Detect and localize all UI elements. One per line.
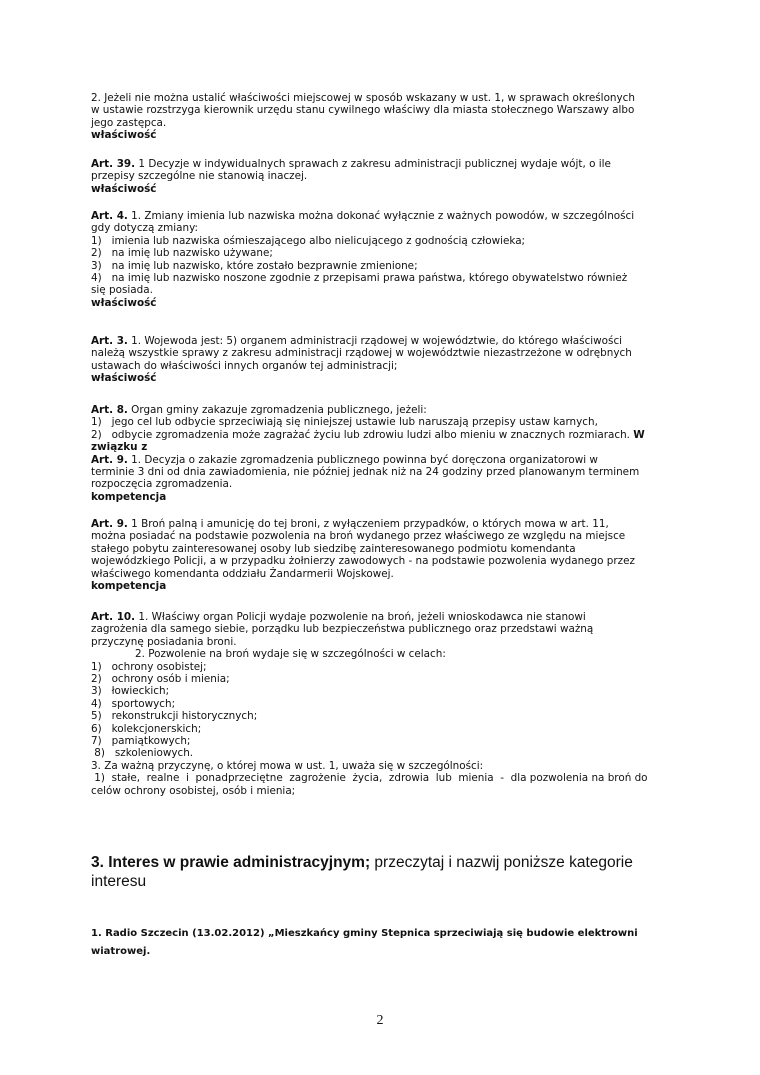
article-heading: Art. 3. [91, 335, 128, 347]
label-kompetencja: kompetencja [91, 580, 167, 593]
text-line: 2. Jeżeli nie można ustalić właściwości miejscowej w sposób wskazany w ust. 1, w sprawach określonych [91, 92, 635, 104]
heading-bold: 3. Interes w prawie administracyjnym; [91, 854, 371, 871]
list-item: 1) stałe, realne i ponadprzeciętne zagrożenie życia, zdrowia lub mienia - dla pozwolenia na broń do [91, 772, 648, 785]
text-line: celów ochrony osobistej, osób i mienia; [91, 784, 296, 797]
article-10 [91, 611, 670, 797]
text-line: się posiada. [91, 284, 153, 297]
section-heading [91, 853, 670, 891]
text-line: właściwego komendanta oddziału Żandarmerii Wojskowej. [91, 567, 394, 580]
text-line: rozpoczęcia zgromadzenia. [91, 478, 233, 491]
list-item: 1) ochrony osobistej; [91, 660, 207, 673]
list-item: 8) szkoleniowych. [91, 747, 194, 760]
article-heading: Art. 39. [91, 158, 136, 170]
article-heading: Art. 10. [91, 611, 136, 623]
list-item: 1) jego cel lub odbycie sprzeciwiają się niniejszej ustawie lub naruszają przepisy ustaw karnych, [91, 416, 598, 429]
article-heading: Art. 8. [91, 404, 128, 416]
list-item: 4) sportowych; [91, 697, 176, 710]
article-9-bron [91, 518, 670, 592]
text-line: gdy dotyczą zmiany: [91, 222, 198, 235]
list-item: 3) łowieckich; [91, 685, 170, 698]
article-3 [91, 335, 670, 385]
label-kompetencja: kompetencja [91, 490, 167, 503]
list-item: 2) ochrony osób i mienia; [91, 673, 230, 686]
label-wlasciwosc: właściwość [91, 182, 157, 195]
list-item: 6) kolekcjonerskich; [91, 722, 202, 735]
text-line: 1. Decyzja o zakazie zgromadzenia publicznego powinna być doręczona organizatorowi w [127, 453, 598, 466]
label-wlasciwosc: właściwość [91, 296, 157, 309]
list-item: 5) rekonstrukcji historycznych; [91, 710, 258, 723]
article-heading: Art. 9. [91, 453, 128, 466]
text-line: jego zastępca. [91, 116, 167, 129]
text-line: wiatrowej. [91, 946, 151, 957]
text-line: wojewódzkiego Policji, a w przypadku żołnierzy zawodowych - na podstawie pozwolenia wydanego przez [91, 555, 635, 568]
heading-normal: przeczytaj i nazwij poniższe kategorie [370, 854, 633, 871]
text-line: ustawach do właściwości innych organów tej administracji; [91, 359, 398, 372]
text-line: terminie 3 dni od dnia zawiadomienia, nie później jednak niż na 24 godziny przed planowanym terminem [91, 466, 640, 479]
text-line: stałego pobytu zainteresowanej osoby lub siedzibę zainteresowanego podmiotu komendanta [91, 542, 576, 555]
label-wlasciwosc: właściwość [91, 372, 157, 385]
paragraph-ust2 [91, 92, 670, 142]
radio-item [91, 925, 670, 961]
text-line: 1. Zmiany imienia lub nazwiska można dokonać wyłącznie z ważnych powodów, w szczególności [127, 210, 635, 222]
text-line: 2. Pozwolenie na broń wydaje się w szczególności w celach: [135, 648, 446, 661]
text-line: 1. Właściwy organ Policji wydaje pozwolenie na broń, jeżeli wnioskodawca nie stanowi [135, 611, 586, 623]
label-w-zwiazku-cont: związku z [91, 441, 148, 454]
text-line: zagrożenia dla samego siebie, porządku lub bezpieczeństwa publicznego oraz przedstawi ważną [91, 623, 594, 636]
text-line: przyczynę posiadania broni. [91, 635, 237, 648]
article-heading: Art. 4. [91, 210, 128, 222]
text-line: można posiadać na podstawie pozwolenia na broń wydanego przez właściwego ze względu na miejsce [91, 530, 626, 543]
text-line: należą wszystkie sprawy z zakresu administracji rządowej w województwie niezastrzeżone w odrębnych [91, 347, 632, 360]
text-line: w ustawie rozstrzyga kierownik urzędu stanu cywilnego właściwy dla miasta stołecznego Warszawy albo [91, 104, 635, 117]
label-wlasciwosc: właściwość [91, 129, 157, 142]
heading-normal-cont: interesu [91, 873, 147, 890]
article-39 [91, 158, 670, 195]
list-item: 1) imienia lub nazwiska ośmieszającego albo nielicującego z godnością człowieka; [91, 234, 526, 247]
list-item: 7) pamiątkowych; [91, 735, 191, 748]
list-item: 3) na imię lub nazwisko, które zostało bezprawnie zmienione; [91, 259, 418, 272]
text-line: 1 Broń palną i amunicję do tej broni, z wyłączeniem przypadków, o których mowa w art. 11, [127, 518, 609, 530]
list-item: 2) na imię lub nazwisko używane; [91, 247, 273, 260]
list-item: 4) na imię lub nazwisko noszone zgodnie z przepisami prawa państwa, którego obywatelstwo również [91, 272, 628, 285]
article-heading: Art. 9. [91, 518, 128, 530]
text-line: Organ gminy zakazuje zgromadzenia publicznego, jeżeli: [127, 404, 427, 416]
label-w-zwiazku: W [633, 428, 645, 441]
list-item: 2) odbycie zgromadzenia może zagrażać życiu lub zdrowiu ludzi albo mieniu w znacznych rozmiarach. [91, 428, 634, 441]
text-line: 1. Wojewoda jest: 5) organem administracji rządowej w województwie, do którego właściwości [127, 335, 623, 347]
text-line: przepisy szczególne nie stanowią inaczej. [91, 170, 308, 183]
text-line: 1. Radio Szczecin (13.02.2012) „Mieszkańcy gminy Stepnica sprzeciwiają się budowie elektrowni [91, 928, 638, 939]
page-number: 2 [376, 1013, 384, 1028]
article-4 [91, 210, 670, 309]
text-line: 1 Decyzje w indywidualnych sprawach z zakresu administracji publicznej wydaje wójt, o ile [135, 158, 611, 170]
article-8 [91, 404, 670, 503]
text-line: 3. Za ważną przyczynę, o której mowa w ust. 1, uważa się w szczególności: [91, 759, 484, 772]
